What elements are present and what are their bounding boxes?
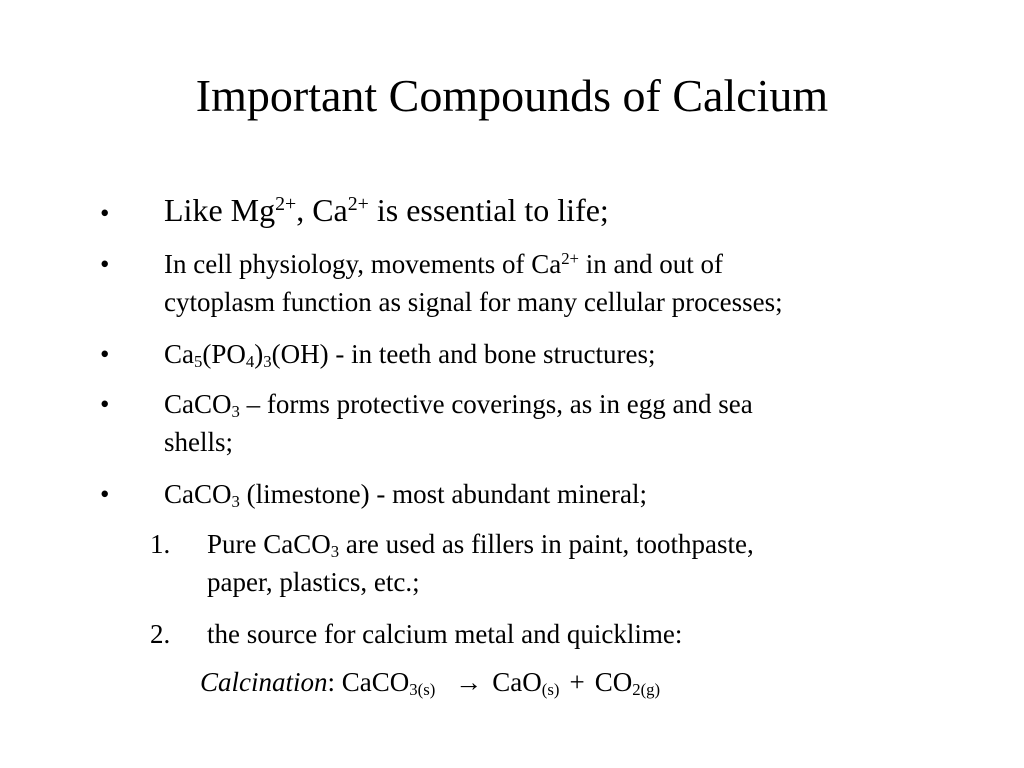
text: – forms protective coverings, as in egg and sea: [239, 389, 753, 419]
text: Like Mg: [164, 192, 276, 228]
text: ): [254, 339, 264, 369]
text: CaCO: [164, 389, 232, 419]
bullet-essential-to-life: [164, 192, 609, 228]
reactant: CaCO: [341, 667, 410, 697]
text: Ca: [164, 339, 194, 369]
reaction-arrow-icon: →: [455, 667, 483, 697]
calcination-equation: [200, 664, 660, 700]
text: in and out of: [579, 249, 723, 279]
list-number: 2.: [150, 619, 171, 649]
bullet-teeth-bone: [164, 336, 656, 372]
subscript: 3(s): [409, 680, 436, 700]
subscript: 3: [231, 402, 240, 422]
bullet-marker: •: [100, 479, 110, 509]
text: is essential to life;: [368, 192, 609, 228]
text: CaCO: [164, 479, 232, 509]
bullet-limestone: [164, 476, 647, 512]
subscript: (s): [541, 680, 560, 700]
bullet-cell-physiology: [164, 246, 723, 282]
numbered-item-fillers-line2: paper, plastics, etc.;: [207, 567, 420, 597]
superscript: 2+: [347, 193, 369, 216]
bullet-marker: •: [100, 389, 110, 419]
numbered-item-source: the source for calcium metal and quicklime:: [207, 619, 683, 649]
text: (OH) - in teeth and bone structures;: [271, 339, 656, 369]
text: , Ca: [296, 192, 348, 228]
bullet-marker: •: [100, 249, 110, 279]
product: CaO: [492, 667, 542, 697]
bullet-marker: •: [100, 339, 110, 369]
text: In cell physiology, movements of Ca: [164, 249, 562, 279]
text: Pure CaCO: [207, 529, 331, 559]
subscript: 5: [194, 352, 203, 372]
numbered-item-fillers: [207, 526, 754, 562]
slide-title: Important Compounds of Calcium: [195, 70, 829, 121]
subscript: 4: [245, 352, 255, 372]
equation-label: Calcination: [200, 667, 328, 697]
plus-sign: +: [569, 667, 585, 697]
subscript: 3: [263, 352, 272, 372]
superscript: 2+: [275, 193, 297, 216]
list-number: 1.: [150, 529, 171, 559]
subscript: 3: [231, 492, 240, 512]
text: (PO: [202, 339, 246, 369]
bullet-marker: •: [100, 198, 110, 228]
text: are used as fillers in paint, toothpaste,: [339, 529, 754, 559]
subscript: 3: [330, 542, 340, 562]
bullet-cell-physiology-line2: cytoplasm function as signal for many cellular processes;: [164, 287, 783, 317]
subscript: 2(g): [632, 680, 661, 700]
product: CO: [594, 667, 633, 697]
superscript: 2+: [561, 248, 579, 268]
text: (limestone) - most abundant mineral;: [239, 479, 648, 509]
bullet-protective-coverings: [164, 386, 753, 422]
text: :: [327, 667, 342, 697]
bullet-protective-coverings-line2: shells;: [164, 427, 234, 457]
